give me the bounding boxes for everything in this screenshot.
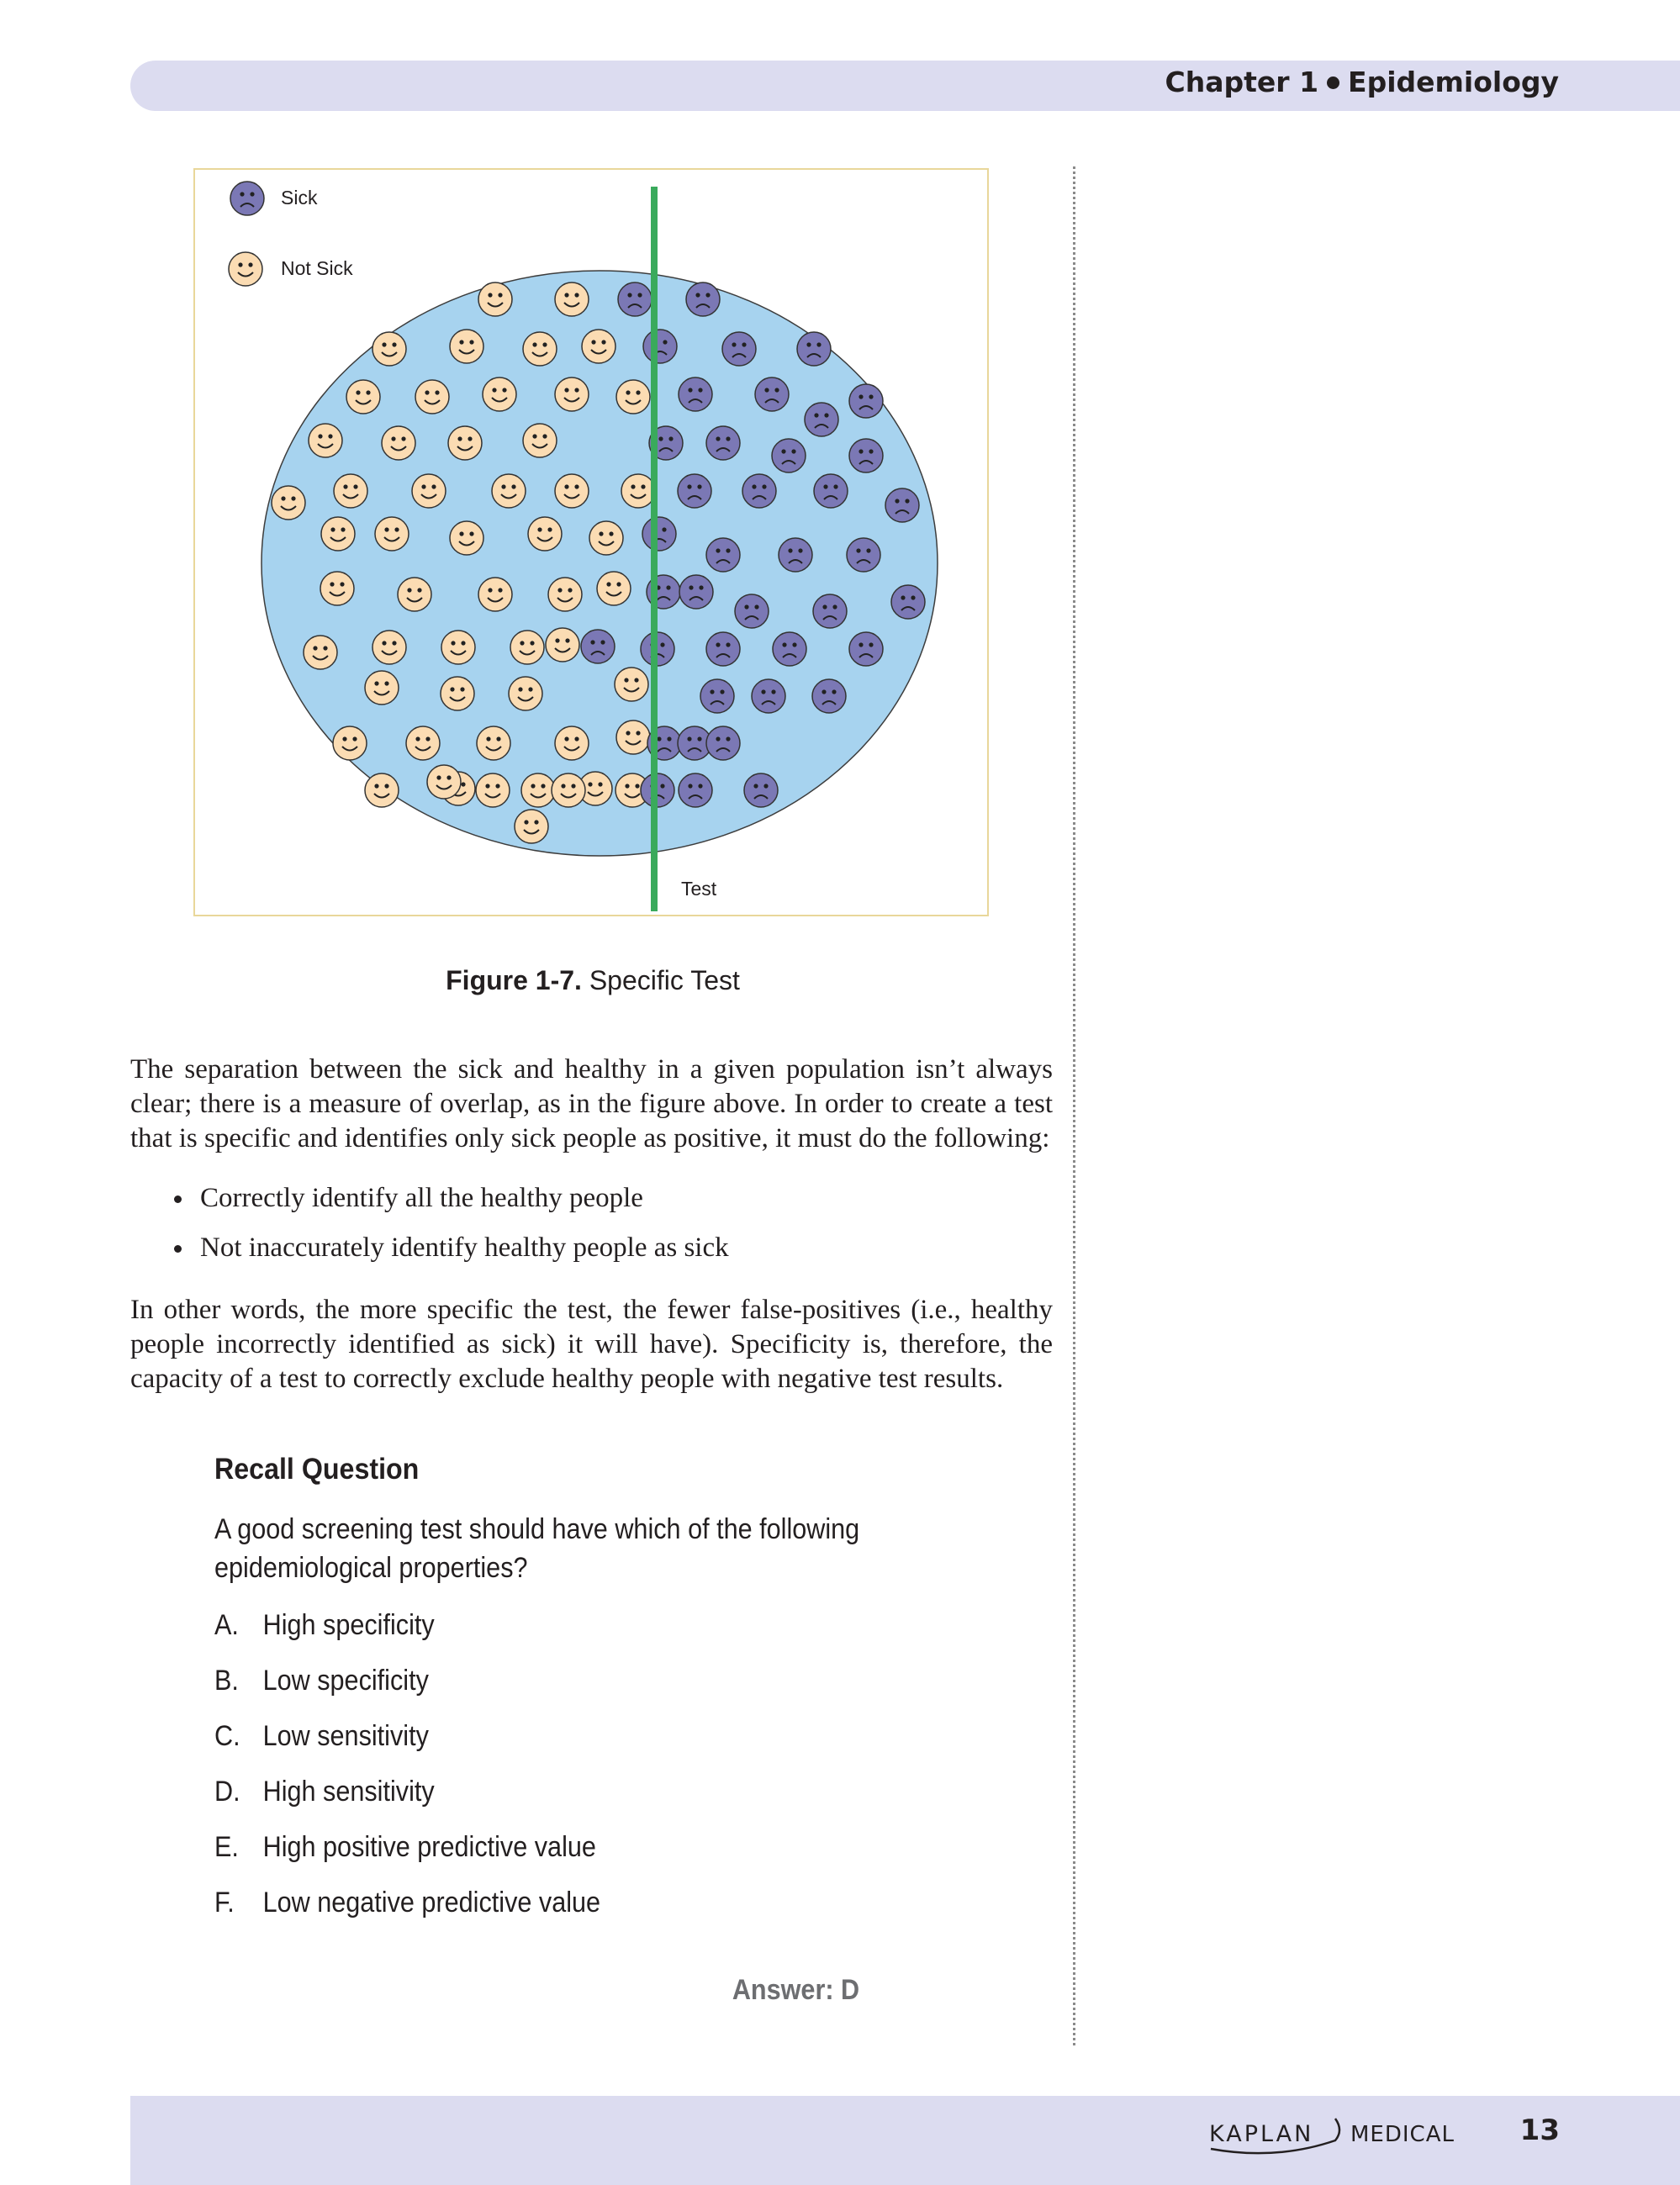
sick-person-icon (849, 632, 883, 666)
recall-title: Recall Question (214, 1453, 420, 1486)
healthy-person-icon (478, 282, 512, 316)
sick-person-icon (847, 538, 880, 572)
sick-person-icon (773, 632, 806, 666)
logo-medical-text: MEDICAL (1350, 2122, 1455, 2147)
healthy-person-icon (372, 332, 406, 366)
legend-sick-label: Sick (281, 187, 318, 208)
healthy-person-icon (515, 810, 548, 843)
legend-sick-icon (230, 182, 264, 215)
healthy-person-icon (616, 380, 650, 414)
chapter-label: Chapter 1 (1165, 66, 1319, 98)
sick-person-icon (797, 332, 831, 366)
answer-options (214, 1606, 870, 1939)
sick-person-icon (812, 679, 846, 713)
healthy-person-icon (450, 330, 483, 363)
sick-person-icon (744, 773, 778, 807)
healthy-person-icon (441, 631, 475, 664)
sick-person-icon (581, 630, 615, 663)
bullet-item: Not inaccurately identify healthy people as sick (172, 1231, 729, 1265)
margin-divider (1073, 166, 1075, 2045)
healthy-person-icon (406, 726, 440, 760)
legend-not-sick-icon (229, 252, 262, 286)
healthy-person-icon (321, 517, 355, 551)
healthy-person-icon (476, 773, 510, 807)
sick-person-icon (642, 517, 676, 551)
sick-person-icon (805, 403, 838, 436)
sick-person-icon (679, 377, 712, 411)
option-text: Low specificity (262, 1665, 429, 1697)
sick-person-icon (735, 594, 769, 628)
sick-person-icon (885, 488, 919, 522)
answer-option-d (214, 1772, 805, 1828)
healthy-person-icon (589, 521, 623, 555)
sick-person-icon (679, 575, 713, 609)
healthy-person-icon (478, 578, 512, 611)
healthy-person-icon (523, 332, 557, 366)
sick-person-icon (752, 679, 785, 713)
healthy-person-icon (546, 628, 579, 662)
healthy-person-icon (528, 517, 562, 551)
option-text: Low sensitivity (262, 1720, 429, 1752)
healthy-person-icon (309, 424, 342, 457)
healthy-person-icon (597, 572, 631, 605)
option-text: High sensitivity (262, 1776, 435, 1808)
sick-person-icon (722, 332, 756, 366)
sick-person-icon (849, 384, 883, 418)
option-letter: E. (214, 1831, 239, 1863)
sick-person-icon (679, 773, 712, 807)
healthy-person-icon (615, 668, 648, 701)
healthy-person-icon (555, 726, 589, 760)
healthy-person-icon (365, 773, 399, 807)
section-label: Epidemiology (1348, 66, 1559, 98)
healthy-person-icon (616, 720, 650, 754)
healthy-person-icon (372, 631, 406, 664)
healthy-person-icon (582, 330, 615, 363)
option-letter: B. (214, 1665, 239, 1697)
healthy-person-icon (521, 773, 555, 807)
sick-person-icon (849, 439, 883, 472)
bullet-item: Correctly identify all the healthy people (172, 1181, 729, 1216)
healthy-person-icon (427, 765, 461, 799)
sick-person-icon (706, 426, 740, 460)
sick-person-icon (643, 330, 677, 363)
recall-question-text: A good screening test should have which of the following epidemiological properties? (214, 1513, 860, 1584)
healthy-person-icon (509, 677, 542, 710)
healthy-person-icon (412, 474, 446, 508)
healthy-person-icon (346, 380, 380, 414)
healthy-person-icon (555, 474, 589, 508)
healthy-person-icon (320, 572, 354, 605)
sick-person-icon (814, 474, 848, 508)
healthy-person-icon (448, 426, 482, 460)
sick-person-icon (706, 632, 740, 666)
healthy-person-icon (483, 377, 516, 411)
answer-option-a (214, 1606, 805, 1661)
healthy-person-icon (477, 726, 510, 760)
figure-caption-label: Figure 1-7. (446, 965, 582, 995)
healthy-person-icon (382, 426, 415, 460)
bullet-list (172, 1181, 729, 1280)
test-label: Test (681, 878, 717, 900)
sick-person-icon (706, 538, 740, 572)
healthy-person-icon (441, 677, 474, 710)
healthy-person-icon (555, 377, 589, 411)
healthy-person-icon (398, 578, 431, 611)
healthy-person-icon (548, 578, 582, 611)
healthy-person-icon (415, 380, 449, 414)
figure-caption (130, 965, 1055, 996)
answer-option-e (214, 1828, 805, 1883)
legend-not-sick-label: Not Sick (281, 257, 353, 279)
sick-person-icon (891, 585, 925, 619)
test-line (651, 187, 658, 911)
population-diagram (195, 170, 991, 918)
healthy-person-icon (552, 773, 585, 807)
figure-caption-text: Specific Test (589, 965, 740, 995)
healthy-person-icon (510, 631, 544, 664)
sick-person-icon (686, 282, 720, 316)
healthy-person-icon (492, 474, 526, 508)
option-letter: A. (214, 1609, 239, 1641)
option-letter: C. (214, 1720, 240, 1752)
sick-person-icon (755, 377, 789, 411)
answer-option-b (214, 1661, 805, 1717)
healthy-person-icon (365, 671, 399, 705)
option-text: High specificity (262, 1609, 435, 1641)
answer-text: Answer: D (732, 1974, 859, 2006)
healthy-person-icon (334, 474, 367, 508)
sick-person-icon (772, 439, 806, 472)
healthy-person-icon (272, 486, 305, 520)
page-number: 13 (1519, 2114, 1560, 2147)
answer-option-f (214, 1883, 805, 1939)
sick-person-icon (700, 679, 734, 713)
healthy-person-icon (304, 636, 337, 669)
sick-person-icon (742, 474, 776, 508)
recall-question-box (214, 1453, 870, 1939)
healthy-person-icon (375, 517, 409, 551)
sick-person-icon (813, 594, 847, 628)
healthy-person-icon (333, 726, 367, 760)
healthy-person-icon (523, 424, 557, 457)
figure-specific-test (193, 168, 989, 916)
option-text: Low negative predictive value (262, 1887, 601, 1918)
option-letter: F. (214, 1887, 235, 1918)
sick-person-icon (678, 474, 711, 508)
option-letter: D. (214, 1776, 240, 1808)
paragraph-2: In other words, the more specific the test, the fewer false-positives (i.e., healthy people incorrectly identified as sick) it will have). Specificity is, therefore, the capacity of a test to correctly exclude healthy people with negative test results. (130, 1295, 1053, 1394)
healthy-person-icon (450, 521, 483, 555)
paragraph-1: The separation between the sick and healthy in a given population isn’t always clear; there is a measure of overlap, as in the figure above. In order to create a test that is specific and identifies only sick people as positive, it must do the following: (130, 1054, 1053, 1153)
answer-option-c (214, 1717, 805, 1772)
healthy-person-icon (621, 474, 655, 508)
sick-person-icon (779, 538, 812, 572)
healthy-person-icon (555, 282, 589, 316)
sick-person-icon (618, 282, 652, 316)
kaplan-medical-logo (1209, 2112, 1461, 2162)
option-text: High positive predictive value (262, 1831, 596, 1863)
sick-person-icon (706, 726, 740, 760)
logo-kaplan-text: KAPLAN (1209, 2121, 1314, 2147)
running-head (1165, 66, 1559, 98)
bullet-dot-icon (1327, 77, 1339, 89)
